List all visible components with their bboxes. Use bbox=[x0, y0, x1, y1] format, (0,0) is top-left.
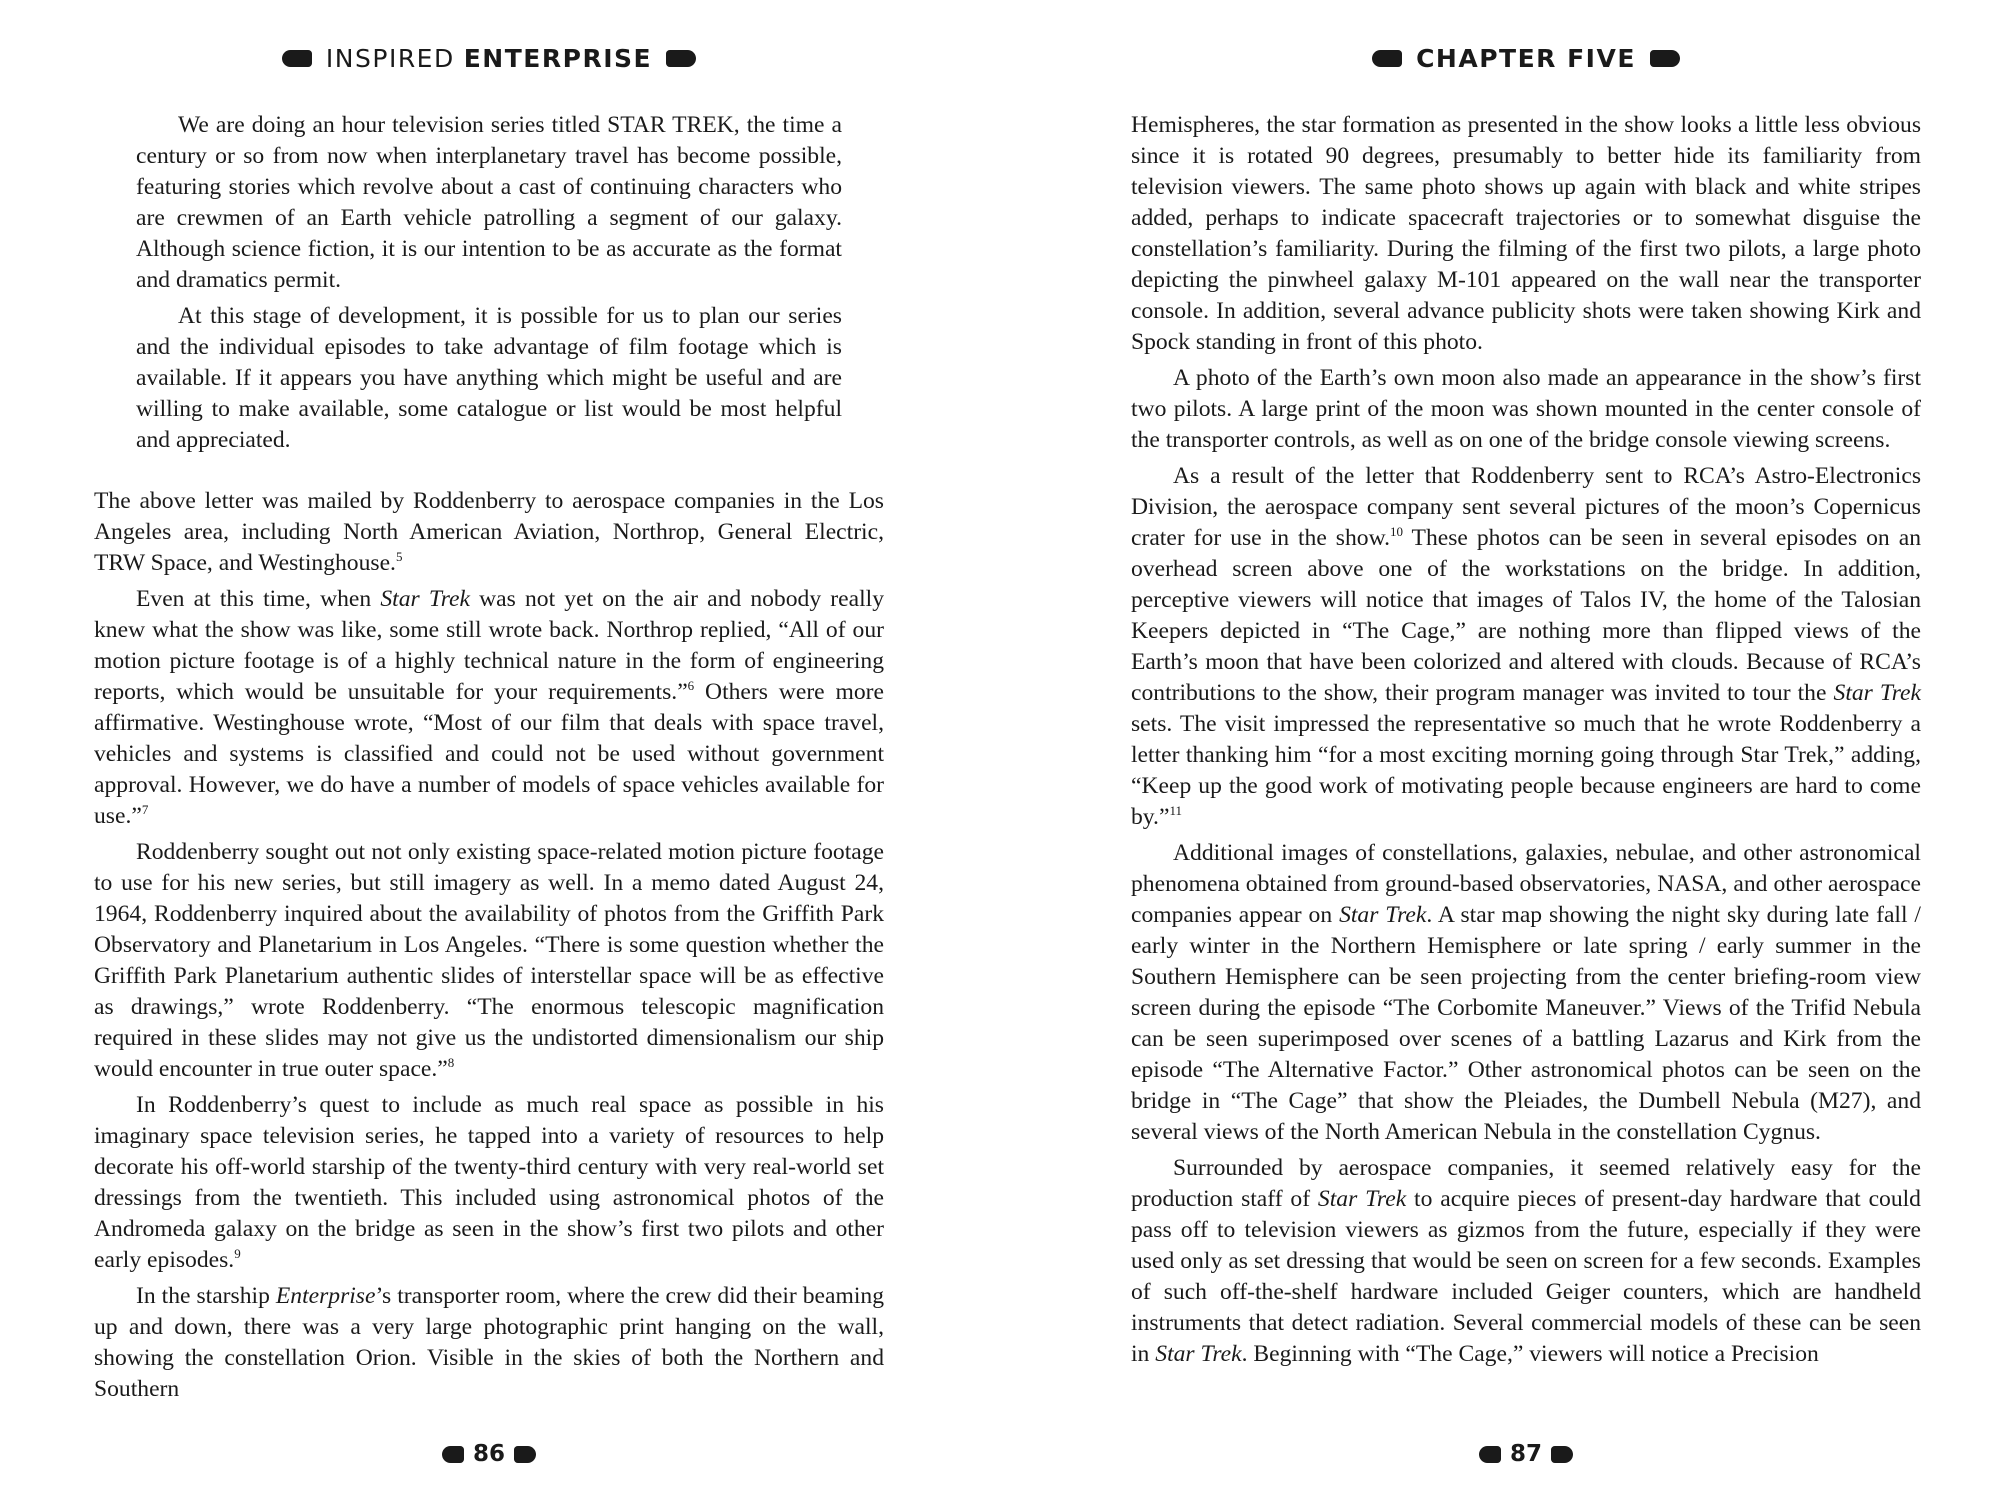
header-pill-right-icon bbox=[1650, 50, 1680, 67]
header-pill-right-icon bbox=[666, 50, 696, 67]
paragraph: Additional images of constellations, galaxies, nebulae, and other astronomical phenomena obtained from ground-based observatories, NASA, and other aerospace companies appear on Star Trek. A star map showing the night sky during late fall / early winter in the Northern Hemisphere or late spring / early summer in the Southern Hemisphere can be seen projecting from the center briefing-room view screen during the episode “The Corbomite Maneuver.” Views of the Trifid Nebula can be seen superimposed over scenes of a battling Lazarus and Kirk from the episode “The Alternative Factor.” Other astronomical photos can be seen on the bridge in “The Cage” that show the Pleiades, the Dumbell Nebula (M27), and several views of the North American Nebula in the constellation Cygnus. bbox=[1131, 840, 1921, 1145]
footnote-ref[interactable]: 5 bbox=[395, 549, 403, 565]
footnote-ref[interactable]: 8 bbox=[447, 1055, 455, 1071]
chapter-title: CHAPTER FIVE bbox=[1416, 44, 1636, 73]
header-title-light: INSPIRED bbox=[325, 44, 455, 73]
paragraph: As a result of the letter that Roddenberry sent to RCA’s Astro-Electronics Division, the aerospace company sent several pictures of the moon’s Copernicus crater for use in the show.$^{10}$ These photos can be seen in several episodes on an overhead screen above one of the workstations on the bridge. In addition, perceptive viewers will notice that images of Talos IV, the home of the Talosian Keepers depicted in “The Cage,” are nothing more than flipped views of the Earth’s moon that have been colorized and altered with clouds. Because of RCA’s contributions to the show, their program manager was invited to tour the Star Trek sets. The visit impressed the representative so much that he wrote Roddenberry a letter thanking him “for a most exciting morning going through Star Trek,” adding, “Keep up the good work of motivating people because engineers are hard to come by.”$^{11}$ bbox=[1131, 463, 1921, 830]
paragraph: Roddenberry sought out not only existing space-related motion picture footage to use for his new series, but still imagery as well. In a memo dated August 24, 1964, Roddenberry inquired about the availability of photos from the Griffith Park Observatory and Planetarium in Los Angeles. “There is some question whether the Griffith Park Planetarium authentic slides of interstellar space will be as effective as drawings,” wrote Roddenberry. “The enormous telescopic magnification required in these slides may not give us the undistorted dimensionalism our ship would encounter in true outer space.”$^8$ bbox=[94, 839, 884, 1082]
left-page bbox=[94, 0, 884, 1500]
footnote-ref[interactable]: 6 bbox=[687, 678, 695, 694]
paragraph: A photo of the Earth’s own moon also made an appearance in the show’s first two pilots. A large print of the moon was shown mounted in the center console of the transporter controls, as well as on one of the bridge console viewing screens. bbox=[1131, 365, 1921, 453]
footnote-ref[interactable]: 11 bbox=[1169, 803, 1182, 819]
folio-pill-left-icon bbox=[442, 1446, 464, 1463]
header-pill-left-icon bbox=[282, 50, 312, 67]
footnote-ref[interactable]: 10 bbox=[1389, 524, 1403, 540]
letter-paragraph-1: We are doing an hour television series titled STAR TREK, the time a century or so from now when interplanetary travel has become possible, featuring stories which revolve about a cast of continuing characters who are crewmen of an Earth vehicle patrolling a segment of our galaxy. Although science fiction, it is our intention to be as accurate as the format and dramatics permit. bbox=[136, 112, 842, 293]
paragraph: In Roddenberry’s quest to include as much real space as possible in his imaginary space television series, he tapped into a variety of resources to help decorate his off-world starship of the twenty-third century with very real-world set dressings from the twentieth. This included using astronomical photos of the Andromeda galaxy on the bridge as seen in the show’s first two pilots and other early episodes.$^9$ bbox=[94, 1092, 884, 1273]
page-number-value: 87 bbox=[1509, 1441, 1542, 1467]
letter-paragraph-2: At this stage of development, it is possible for us to plan our series and the individual episodes to take advantage of film footage which is available. If it appears you have anything which might be useful and are willing to make available, some catalogue or list would be most helpful and appreciated. bbox=[136, 303, 842, 453]
header-title-bold: ENTERPRISE bbox=[463, 44, 653, 73]
paragraph: The above letter was mailed by Roddenberry to aerospace companies in the Los Angeles area, including North American Aviation, Northrop, General Electric, TRW Space, and Westinghouse.$^5$ bbox=[94, 488, 884, 576]
folio-pill-left-icon bbox=[1479, 1446, 1501, 1463]
footnote-ref[interactable]: 7 bbox=[141, 802, 149, 818]
running-head-left bbox=[94, 44, 884, 73]
left-body-text bbox=[94, 110, 884, 1410]
running-head-right bbox=[1131, 44, 1921, 73]
paragraph: Hemispheres, the star formation as presented in the show looks a little less obvious since it is rotated 90 degrees, presumably to better hide its familiarity from television viewers. The same photo shows up again with black and white stripes added, perhaps to indicate spacecraft trajectories or to somewhat disguise the constellation’s familiarity. During the filming of the first two pilots, a large photo depicting the pinwheel galaxy M-101 appeared on the wall near the transporter console. In addition, several advance publicity shots were taken showing Kirk and Spock standing in front of this photo. bbox=[1131, 112, 1921, 355]
page-number-value: 86 bbox=[472, 1441, 505, 1467]
right-page bbox=[1131, 0, 1921, 1500]
header-pill-left-icon bbox=[1372, 50, 1402, 67]
footnote-ref[interactable]: 9 bbox=[234, 1246, 241, 1262]
folio-pill-right-icon bbox=[514, 1446, 536, 1463]
right-body-text bbox=[1131, 110, 1921, 1375]
page-number-left bbox=[94, 1441, 884, 1467]
page-number-right bbox=[1131, 1441, 1921, 1467]
quoted-letter bbox=[94, 110, 884, 456]
paragraph: In the starship Enterprise’s transporter room, where the crew did their beaming up and down, there was a very large photographic print hanging on the wall, showing the constellation Orion. Visible in the skies of both the Northern and Southern bbox=[94, 1283, 884, 1402]
paragraph: Even at this time, when Star Trek was not yet on the air and nobody really knew what the show was like, some still wrote back. Northrop replied, “All of our motion picture footage is of a highly technical nature in the form of engineering reports, which would be unsuitable for your requirements.”$^6$ Others were more affirmative. Westinghouse wrote, “Most of our film that deals with space travel, vehicles and systems is classified and could not be used without government approval. However, we do have a number of models of space vehicles available for use.”$^7$ bbox=[94, 586, 884, 829]
folio-pill-right-icon bbox=[1551, 1446, 1573, 1463]
paragraph: Surrounded by aerospace companies, it seemed relatively easy for the production staff of Star Trek to acquire pieces of present-day hardware that could pass off to television viewers as gizmos from the future, especially if they were used only as set dressing that would be seen on screen for a few seconds. Examples of such off-the-shelf hardware included Geiger counters, which are handheld instruments that detect radiation. Several commercial models of these can be seen in Star Trek. Beginning with “The Cage,” viewers will notice a Precision bbox=[1131, 1155, 1921, 1367]
